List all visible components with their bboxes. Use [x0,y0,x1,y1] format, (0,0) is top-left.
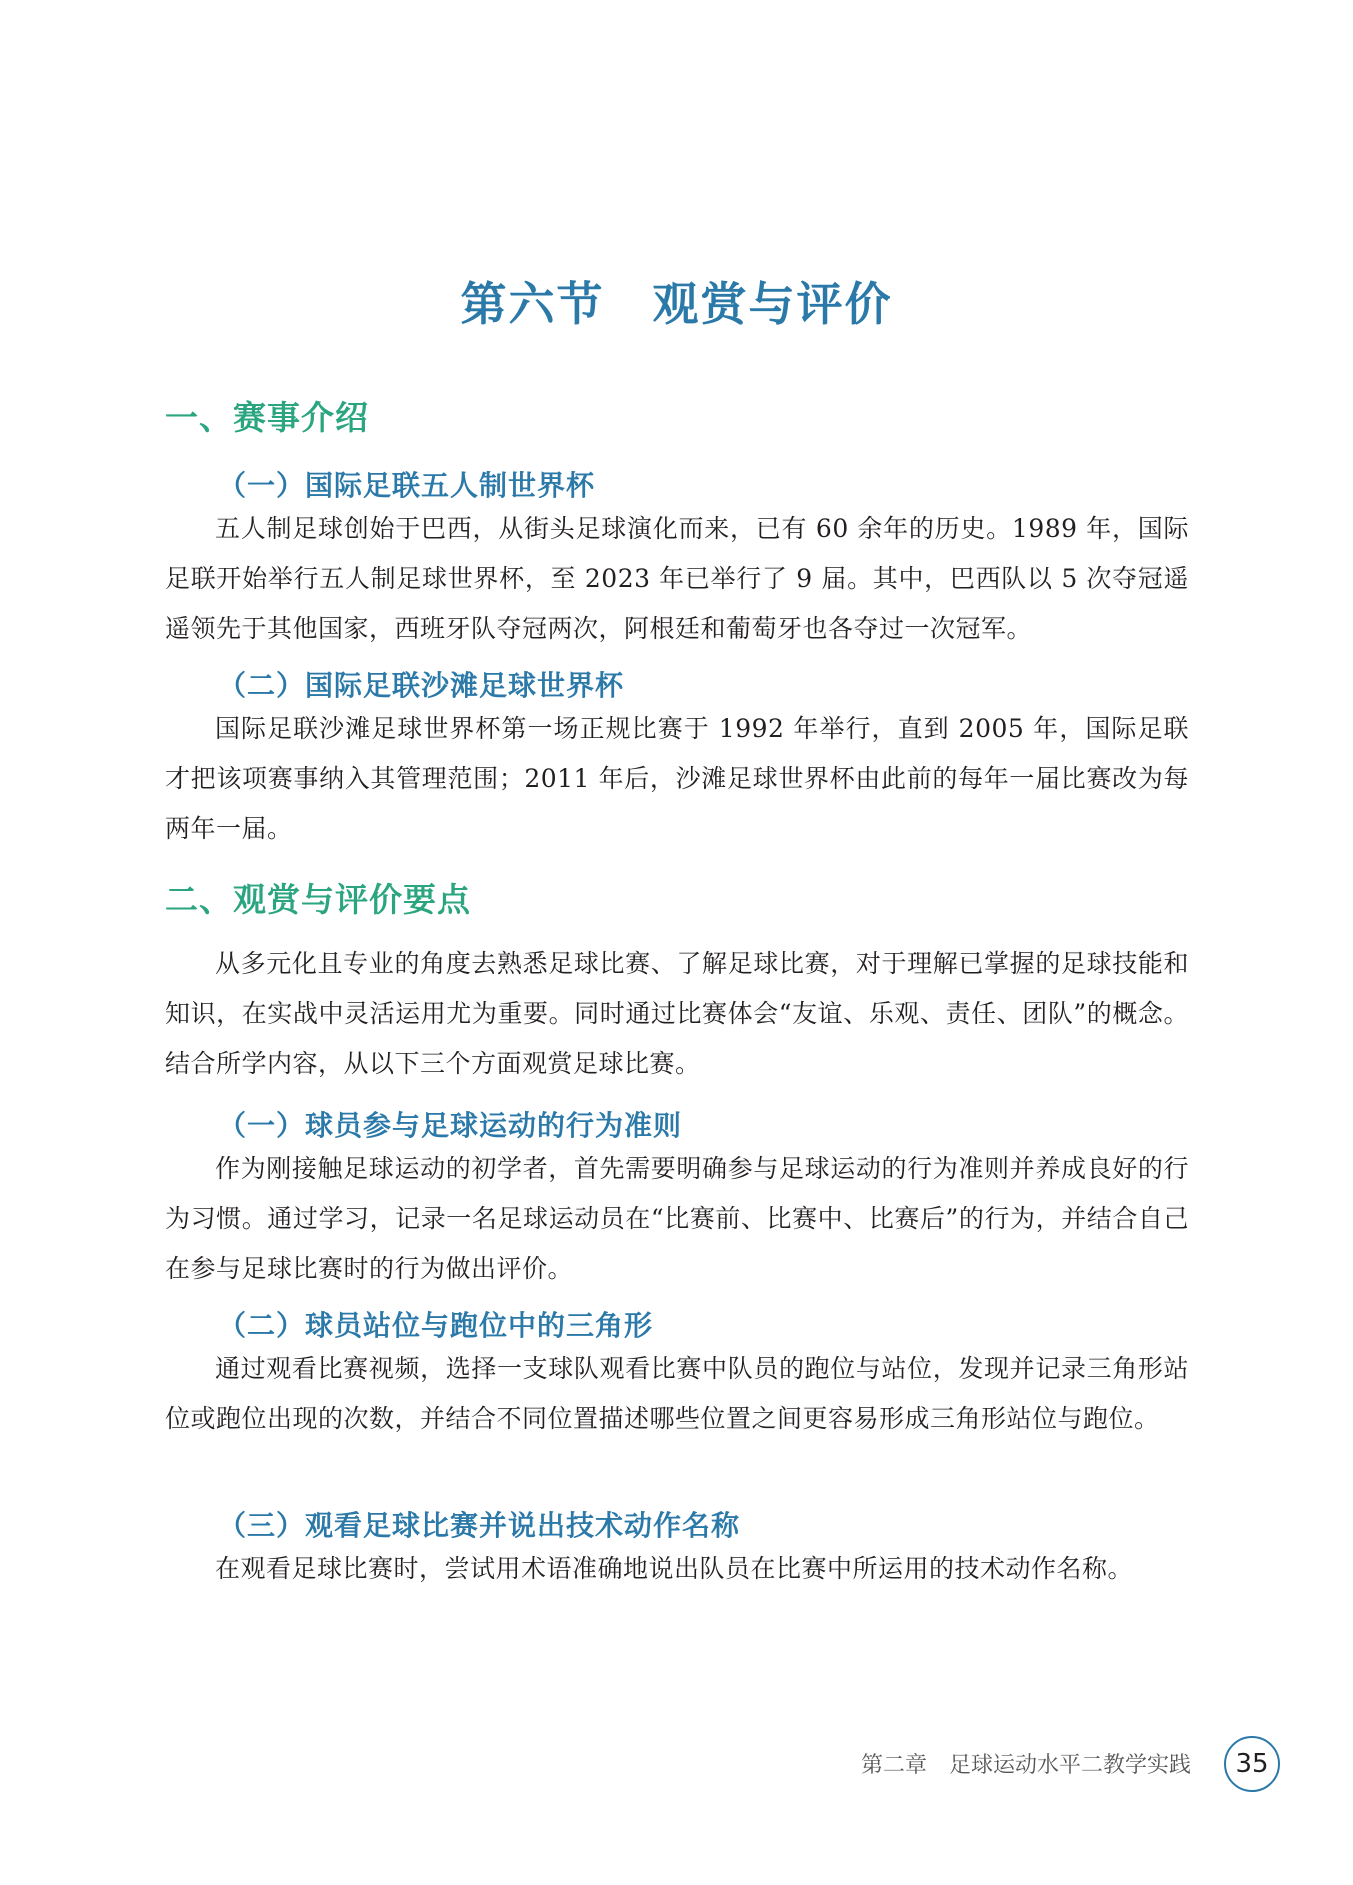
page-number-badge [1224,1736,1280,1792]
section-heading-viewing-points: 二、观赏与评价要点 [165,880,471,919]
section-heading-event-intro: 一、赛事介绍 [165,398,369,437]
page-title: 第六节 观赏与评价 [460,277,893,331]
paragraph-code-of-conduct: 作为刚接触足球运动的初学者，首先需要明确参与足球运动的行为准则并养成良好的行为习惯。通过学习，记录一名足球运动员在“比赛前、比赛中、比赛后”的行为，并结合自己在参与足球比赛时的行为做出评价。 [165,1154,1189,1283]
paragraph-beach-soccer-world-cup: 国际足联沙滩足球世界杯第一场正规比赛于 1992 年举行，直到 2005 年，国际足联才把该项赛事纳入其管理范围；2011 年后，沙滩足球世界杯由此前的每年一届比赛改为每两年一届。 [165,714,1189,843]
paragraph-futsal-world-cup: 五人制足球创始于巴西，从街头足球演化而来，已有 60 余年的历史。1989 年，国际足联开始举行五人制足球世界杯，至 2023 年已举行了 9 届。其中，巴西队以 5 次夺冠遥遥领先于其他国家，西班牙队夺冠两次，阿根廷和葡萄牙也各夺过一次冠军。 [165,514,1189,643]
subsection-heading-beach-soccer-world-cup: （二）国际足联沙滩足球世界杯 [218,669,625,702]
page-number: 35 [1235,1749,1269,1779]
subsection-heading-triangle-positioning: （二）球员站位与跑位中的三角形 [218,1309,654,1342]
paragraph-triangle-positioning: 通过观看比赛视频，选择一支球队观看比赛中队员的跑位与站位，发现并记录三角形站位或跑位出现的次数，并结合不同位置描述哪些位置之间更容易形成三角形站位与跑位。 [165,1354,1189,1433]
subsection-heading-code-of-conduct: （一）球员参与足球运动的行为准则 [218,1109,683,1142]
paragraph-viewing-intro: 从多元化且专业的角度去熟悉足球比赛、了解足球比赛，对于理解已掌握的足球技能和知识，在实战中灵活运用尤为重要。同时通过比赛体会“友谊、乐观、责任、团队”的概念。结合所学内容，从以下三个方面观赏足球比赛。 [165,949,1189,1078]
subsection-heading-technique-names: （三）观看足球比赛并说出技术动作名称 [218,1509,741,1542]
footer-chapter-title: 第二章 足球运动水平二教学实践 [860,1753,1191,1778]
subsection-heading-futsal-world-cup: （一）国际足联五人制世界杯 [218,469,596,502]
paragraph-technique-names: 在观看足球比赛时，尝试用术语准确地说出队员在比赛中所运用的技术动作名称。 [215,1554,1134,1583]
